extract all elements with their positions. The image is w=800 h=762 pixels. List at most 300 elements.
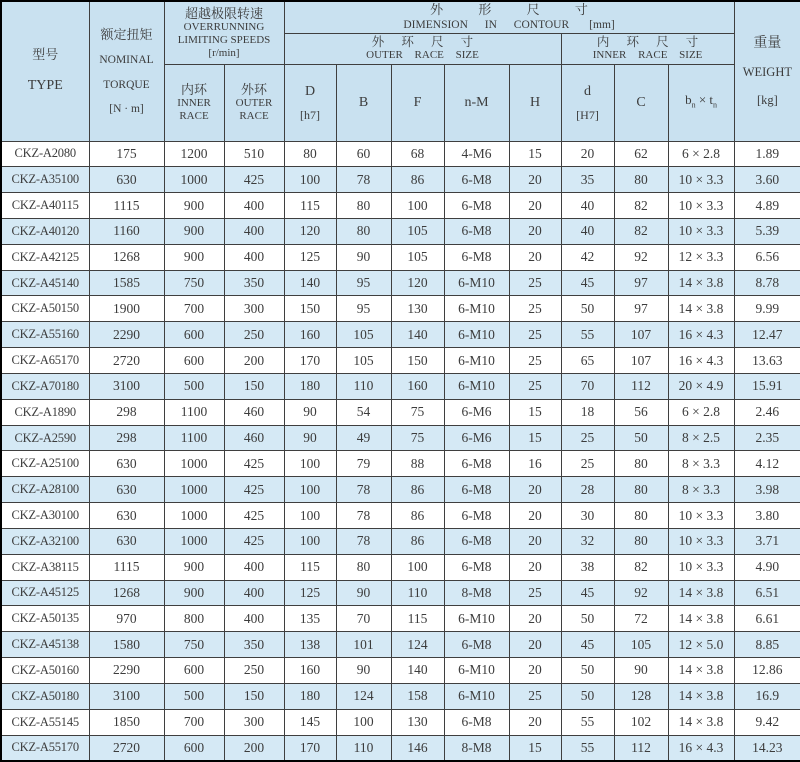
value-cell-weight: 4.12	[734, 451, 800, 477]
model-cell: CKZ-A32100	[1, 528, 89, 554]
value-cell-H: 20	[509, 167, 561, 193]
value-cell-d: 40	[561, 193, 614, 219]
col-header-bxt: $b_n \times t_n$	[668, 64, 734, 141]
value-cell-H: 15	[509, 399, 561, 425]
value-cell-outer_race_speed: 425	[224, 477, 284, 503]
value-cell-inner_race_speed: 700	[164, 296, 224, 322]
value-cell-C: 80	[614, 167, 668, 193]
value-cell-weight: 9.99	[734, 296, 800, 322]
type-label-en: TYPE	[27, 78, 63, 94]
model-cell: CKZ-A40120	[1, 218, 89, 244]
value-cell-B: 95	[336, 270, 391, 296]
value-cell-B: 95	[336, 296, 391, 322]
value-cell-C: 72	[614, 606, 668, 632]
value-cell-d: 28	[561, 477, 614, 503]
value-cell-d: 50	[561, 606, 614, 632]
value-cell-weight: 3.71	[734, 528, 800, 554]
value-cell-inner_race_speed: 600	[164, 658, 224, 684]
value-cell-D: 145	[284, 709, 336, 735]
value-cell-nominal_torque: 3100	[89, 373, 164, 399]
value-cell-nominal_torque: 630	[89, 451, 164, 477]
model-cell: CKZ-A70180	[1, 373, 89, 399]
value-cell-inner_race_speed: 600	[164, 735, 224, 761]
value-cell-B: 80	[336, 218, 391, 244]
value-cell-D: 170	[284, 348, 336, 374]
value-cell-C: 56	[614, 399, 668, 425]
value-cell-H: 20	[509, 218, 561, 244]
value-cell-inner_race_speed: 500	[164, 683, 224, 709]
model-cell: CKZ-A55170	[1, 735, 89, 761]
value-cell-bxt: 8 × 3.3	[668, 451, 734, 477]
value-cell-C: 97	[614, 270, 668, 296]
value-cell-n-M: 6-M10	[444, 658, 509, 684]
value-cell-d: 50	[561, 296, 614, 322]
value-cell-C: 80	[614, 451, 668, 477]
value-cell-F: 150	[391, 348, 444, 374]
value-cell-H: 25	[509, 322, 561, 348]
value-cell-bxt: 16 × 4.3	[668, 735, 734, 761]
value-cell-outer_race_speed: 400	[224, 193, 284, 219]
value-cell-H: 20	[509, 528, 561, 554]
value-cell-H: 25	[509, 580, 561, 606]
value-cell-D: 125	[284, 580, 336, 606]
value-cell-d: 50	[561, 683, 614, 709]
value-cell-n-M: 6-M10	[444, 296, 509, 322]
value-cell-inner_race_speed: 900	[164, 244, 224, 270]
value-cell-n-M: 6-M8	[444, 244, 509, 270]
value-cell-d: 25	[561, 425, 614, 451]
value-cell-F: 140	[391, 658, 444, 684]
value-cell-bxt: 10 × 3.3	[668, 193, 734, 219]
value-cell-C: 107	[614, 322, 668, 348]
value-cell-B: 110	[336, 373, 391, 399]
value-cell-F: 100	[391, 193, 444, 219]
value-cell-outer_race_speed: 150	[224, 683, 284, 709]
value-cell-inner_race_speed: 900	[164, 193, 224, 219]
value-cell-outer_race_speed: 425	[224, 451, 284, 477]
value-cell-outer_race_speed: 425	[224, 528, 284, 554]
value-cell-bxt: 10 × 3.3	[668, 503, 734, 529]
value-cell-inner_race_speed: 1000	[164, 503, 224, 529]
value-cell-bxt: 12 × 3.3	[668, 244, 734, 270]
value-cell-weight: 1.89	[734, 141, 800, 167]
table-row	[1, 425, 800, 451]
model-cell: CKZ-A50180	[1, 683, 89, 709]
value-cell-nominal_torque: 630	[89, 528, 164, 554]
value-cell-inner_race_speed: 600	[164, 322, 224, 348]
value-cell-B: 90	[336, 244, 391, 270]
value-cell-F: 86	[391, 167, 444, 193]
value-cell-n-M: 6-M8	[444, 167, 509, 193]
value-cell-weight: 16.9	[734, 683, 800, 709]
table-row	[1, 580, 800, 606]
value-cell-outer_race_speed: 460	[224, 399, 284, 425]
value-cell-nominal_torque: 1115	[89, 193, 164, 219]
value-cell-n-M: 6-M10	[444, 270, 509, 296]
table-row	[1, 451, 800, 477]
col-header-outer-race-speed: 外环 OUTER RACE	[224, 64, 284, 141]
value-cell-H: 15	[509, 735, 561, 761]
value-cell-F: 75	[391, 399, 444, 425]
value-cell-D: 138	[284, 632, 336, 658]
value-cell-nominal_torque: 298	[89, 399, 164, 425]
value-cell-bxt: 10 × 3.3	[668, 528, 734, 554]
value-cell-bxt: 14 × 3.8	[668, 683, 734, 709]
value-cell-F: 68	[391, 141, 444, 167]
value-cell-C: 90	[614, 658, 668, 684]
value-cell-outer_race_speed: 250	[224, 322, 284, 348]
table-row	[1, 296, 800, 322]
model-cell: CKZ-A65170	[1, 348, 89, 374]
model-cell: CKZ-A35100	[1, 167, 89, 193]
value-cell-nominal_torque: 2290	[89, 658, 164, 684]
value-cell-nominal_torque: 175	[89, 141, 164, 167]
value-cell-C: 82	[614, 193, 668, 219]
value-cell-outer_race_speed: 425	[224, 503, 284, 529]
table-header	[1, 1, 800, 141]
value-cell-d: 38	[561, 554, 614, 580]
model-cell: CKZ-A50150	[1, 296, 89, 322]
value-cell-H: 16	[509, 451, 561, 477]
col-header-type	[1, 1, 89, 141]
value-cell-n-M: 6-M8	[444, 451, 509, 477]
value-cell-C: 82	[614, 218, 668, 244]
value-cell-C: 105	[614, 632, 668, 658]
value-cell-nominal_torque: 630	[89, 503, 164, 529]
value-cell-B: 105	[336, 348, 391, 374]
model-cell: CKZ-A40115	[1, 193, 89, 219]
value-cell-outer_race_speed: 510	[224, 141, 284, 167]
value-cell-C: 107	[614, 348, 668, 374]
value-cell-weight: 6.61	[734, 606, 800, 632]
value-cell-n-M: 6-M8	[444, 477, 509, 503]
col-header-dimension: 外 形 尺 寸 DIMENSION IN CONTOUR [mm]	[284, 1, 734, 33]
value-cell-B: 105	[336, 322, 391, 348]
value-cell-outer_race_speed: 200	[224, 735, 284, 761]
value-cell-inner_race_speed: 750	[164, 632, 224, 658]
value-cell-inner_race_speed: 900	[164, 218, 224, 244]
table-row	[1, 167, 800, 193]
value-cell-d: 70	[561, 373, 614, 399]
value-cell-H: 15	[509, 141, 561, 167]
value-cell-nominal_torque: 3100	[89, 683, 164, 709]
value-cell-outer_race_speed: 150	[224, 373, 284, 399]
value-cell-H: 15	[509, 425, 561, 451]
value-cell-outer_race_speed: 300	[224, 709, 284, 735]
value-cell-n-M: 6-M6	[444, 399, 509, 425]
value-cell-C: 128	[614, 683, 668, 709]
value-cell-B: 80	[336, 554, 391, 580]
value-cell-bxt: 14 × 3.8	[668, 580, 734, 606]
value-cell-d: 32	[561, 528, 614, 554]
value-cell-nominal_torque: 1850	[89, 709, 164, 735]
model-cell: CKZ-A50135	[1, 606, 89, 632]
value-cell-B: 60	[336, 141, 391, 167]
value-cell-F: 105	[391, 244, 444, 270]
value-cell-d: 55	[561, 709, 614, 735]
value-cell-inner_race_speed: 800	[164, 606, 224, 632]
value-cell-H: 20	[509, 193, 561, 219]
value-cell-inner_race_speed: 1000	[164, 167, 224, 193]
value-cell-F: 86	[391, 503, 444, 529]
value-cell-B: 79	[336, 451, 391, 477]
value-cell-D: 100	[284, 503, 336, 529]
value-cell-weight: 9.42	[734, 709, 800, 735]
table-row	[1, 528, 800, 554]
value-cell-n-M: 6-M10	[444, 373, 509, 399]
table-row	[1, 218, 800, 244]
model-cell: CKZ-A1890	[1, 399, 89, 425]
value-cell-weight: 2.46	[734, 399, 800, 425]
value-cell-nominal_torque: 1268	[89, 244, 164, 270]
value-cell-nominal_torque: 1900	[89, 296, 164, 322]
value-cell-n-M: 4-M6	[444, 141, 509, 167]
value-cell-bxt: 10 × 3.3	[668, 554, 734, 580]
table-body	[1, 141, 800, 761]
value-cell-n-M: 6-M8	[444, 503, 509, 529]
value-cell-B: 90	[336, 580, 391, 606]
value-cell-n-M: 8-M8	[444, 580, 509, 606]
value-cell-H: 25	[509, 373, 561, 399]
value-cell-F: 124	[391, 632, 444, 658]
model-cell: CKZ-A50160	[1, 658, 89, 684]
value-cell-weight: 5.39	[734, 218, 800, 244]
value-cell-weight: 3.98	[734, 477, 800, 503]
value-cell-nominal_torque: 1585	[89, 270, 164, 296]
value-cell-C: 112	[614, 735, 668, 761]
value-cell-d: 18	[561, 399, 614, 425]
value-cell-n-M: 6-M6	[444, 425, 509, 451]
model-cell: CKZ-A38115	[1, 554, 89, 580]
value-cell-weight: 8.78	[734, 270, 800, 296]
value-cell-bxt: 8 × 2.5	[668, 425, 734, 451]
value-cell-outer_race_speed: 250	[224, 658, 284, 684]
value-cell-d: 35	[561, 167, 614, 193]
value-cell-inner_race_speed: 1000	[164, 528, 224, 554]
value-cell-D: 160	[284, 322, 336, 348]
value-cell-outer_race_speed: 400	[224, 244, 284, 270]
value-cell-H: 25	[509, 683, 561, 709]
value-cell-D: 180	[284, 373, 336, 399]
value-cell-C: 82	[614, 554, 668, 580]
value-cell-d: 45	[561, 632, 614, 658]
value-cell-n-M: 6-M8	[444, 709, 509, 735]
model-cell: CKZ-A28100	[1, 477, 89, 503]
col-header-outer-race-size: 外 环 尺 寸 OUTER RACE SIZE	[284, 33, 561, 64]
table-row	[1, 348, 800, 374]
value-cell-d: 45	[561, 580, 614, 606]
value-cell-H: 20	[509, 709, 561, 735]
value-cell-n-M: 6-M8	[444, 554, 509, 580]
value-cell-outer_race_speed: 400	[224, 554, 284, 580]
table-row	[1, 735, 800, 761]
col-header-inner-race-speed: 内环 INNER RACE	[164, 64, 224, 141]
value-cell-B: 78	[336, 167, 391, 193]
table-row	[1, 270, 800, 296]
value-cell-inner_race_speed: 600	[164, 348, 224, 374]
value-cell-inner_race_speed: 1100	[164, 399, 224, 425]
value-cell-F: 146	[391, 735, 444, 761]
value-cell-D: 180	[284, 683, 336, 709]
value-cell-d: 30	[561, 503, 614, 529]
value-cell-bxt: 6 × 2.8	[668, 399, 734, 425]
table-row	[1, 244, 800, 270]
table-row	[1, 683, 800, 709]
value-cell-outer_race_speed: 460	[224, 425, 284, 451]
model-cell: CKZ-A45140	[1, 270, 89, 296]
value-cell-D: 100	[284, 528, 336, 554]
value-cell-nominal_torque: 298	[89, 425, 164, 451]
value-cell-D: 150	[284, 296, 336, 322]
col-header-F: F	[391, 64, 444, 141]
value-cell-B: 124	[336, 683, 391, 709]
table-row	[1, 606, 800, 632]
value-cell-H: 20	[509, 503, 561, 529]
value-cell-inner_race_speed: 1100	[164, 425, 224, 451]
value-cell-n-M: 6-M10	[444, 348, 509, 374]
value-cell-d: 20	[561, 141, 614, 167]
value-cell-F: 130	[391, 709, 444, 735]
model-cell: CKZ-A55145	[1, 709, 89, 735]
value-cell-B: 78	[336, 503, 391, 529]
value-cell-H: 20	[509, 632, 561, 658]
col-header-D: D [h7]	[284, 64, 336, 141]
model-cell: CKZ-A42125	[1, 244, 89, 270]
value-cell-inner_race_speed: 500	[164, 373, 224, 399]
value-cell-n-M: 6-M10	[444, 606, 509, 632]
value-cell-H: 25	[509, 270, 561, 296]
value-cell-H: 25	[509, 296, 561, 322]
value-cell-nominal_torque: 970	[89, 606, 164, 632]
value-cell-B: 80	[336, 193, 391, 219]
value-cell-D: 120	[284, 218, 336, 244]
value-cell-weight: 4.89	[734, 193, 800, 219]
value-cell-H: 20	[509, 658, 561, 684]
value-cell-bxt: 6 × 2.8	[668, 141, 734, 167]
model-cell: CKZ-A25100	[1, 451, 89, 477]
table-row	[1, 554, 800, 580]
value-cell-d: 55	[561, 735, 614, 761]
value-cell-D: 115	[284, 554, 336, 580]
value-cell-F: 100	[391, 554, 444, 580]
value-cell-C: 102	[614, 709, 668, 735]
value-cell-D: 115	[284, 193, 336, 219]
value-cell-C: 97	[614, 296, 668, 322]
value-cell-nominal_torque: 1115	[89, 554, 164, 580]
value-cell-bxt: 14 × 3.8	[668, 658, 734, 684]
table-row	[1, 477, 800, 503]
value-cell-B: 100	[336, 709, 391, 735]
table-row	[1, 658, 800, 684]
value-cell-bxt: 14 × 3.8	[668, 296, 734, 322]
model-cell: CKZ-A30100	[1, 503, 89, 529]
value-cell-nominal_torque: 2720	[89, 735, 164, 761]
value-cell-n-M: 6-M8	[444, 193, 509, 219]
value-cell-D: 80	[284, 141, 336, 167]
value-cell-weight: 12.86	[734, 658, 800, 684]
value-cell-B: 49	[336, 425, 391, 451]
value-cell-F: 158	[391, 683, 444, 709]
value-cell-F: 75	[391, 425, 444, 451]
value-cell-weight: 8.85	[734, 632, 800, 658]
value-cell-C: 92	[614, 244, 668, 270]
value-cell-C: 80	[614, 503, 668, 529]
value-cell-inner_race_speed: 750	[164, 270, 224, 296]
value-cell-inner_race_speed: 1200	[164, 141, 224, 167]
value-cell-bxt: 14 × 3.8	[668, 270, 734, 296]
value-cell-d: 55	[561, 322, 614, 348]
type-label-zh: 型号	[32, 47, 59, 63]
value-cell-D: 140	[284, 270, 336, 296]
value-cell-C: 62	[614, 141, 668, 167]
value-cell-F: 140	[391, 322, 444, 348]
value-cell-C: 80	[614, 528, 668, 554]
value-cell-C: 50	[614, 425, 668, 451]
value-cell-outer_race_speed: 300	[224, 296, 284, 322]
value-cell-B: 101	[336, 632, 391, 658]
value-cell-weight: 6.51	[734, 580, 800, 606]
value-cell-outer_race_speed: 425	[224, 167, 284, 193]
value-cell-outer_race_speed: 350	[224, 632, 284, 658]
value-cell-outer_race_speed: 350	[224, 270, 284, 296]
value-cell-bxt: 14 × 3.8	[668, 606, 734, 632]
model-cell: CKZ-A2080	[1, 141, 89, 167]
value-cell-bxt: 16 × 4.3	[668, 322, 734, 348]
value-cell-weight: 2.35	[734, 425, 800, 451]
value-cell-n-M: 6-M8	[444, 632, 509, 658]
value-cell-F: 120	[391, 270, 444, 296]
value-cell-C: 92	[614, 580, 668, 606]
value-cell-H: 20	[509, 606, 561, 632]
value-cell-D: 170	[284, 735, 336, 761]
col-header-inner-race-size: 内 环 尺 寸 INNER RACE SIZE	[561, 33, 734, 64]
table-row	[1, 709, 800, 735]
table-row	[1, 193, 800, 219]
col-header-overrunning-speeds: 超越极限转速 OVERRUNNING LIMITING SPEEDS [r/min]	[164, 1, 284, 64]
col-header-weight: 重量 WEIGHT [kg]	[734, 1, 800, 141]
value-cell-nominal_torque: 630	[89, 167, 164, 193]
value-cell-F: 86	[391, 528, 444, 554]
value-cell-B: 78	[336, 528, 391, 554]
value-cell-nominal_torque: 630	[89, 477, 164, 503]
value-cell-B: 110	[336, 735, 391, 761]
value-cell-H: 25	[509, 348, 561, 374]
value-cell-inner_race_speed: 1000	[164, 477, 224, 503]
table-row	[1, 373, 800, 399]
value-cell-B: 90	[336, 658, 391, 684]
value-cell-nominal_torque: 1160	[89, 218, 164, 244]
value-cell-weight: 4.90	[734, 554, 800, 580]
model-cell: CKZ-A2590	[1, 425, 89, 451]
value-cell-B: 70	[336, 606, 391, 632]
value-cell-F: 130	[391, 296, 444, 322]
value-cell-inner_race_speed: 1000	[164, 451, 224, 477]
model-cell: CKZ-A45138	[1, 632, 89, 658]
value-cell-weight: 3.80	[734, 503, 800, 529]
value-cell-H: 20	[509, 554, 561, 580]
value-cell-outer_race_speed: 400	[224, 606, 284, 632]
value-cell-D: 135	[284, 606, 336, 632]
value-cell-D: 90	[284, 425, 336, 451]
value-cell-bxt: 16 × 4.3	[668, 348, 734, 374]
value-cell-D: 100	[284, 451, 336, 477]
value-cell-n-M: 6-M8	[444, 528, 509, 554]
value-cell-bxt: 8 × 3.3	[668, 477, 734, 503]
col-header-nominal-torque: 额定扭矩 NOMINAL TORQUE [N · m]	[89, 1, 164, 141]
value-cell-nominal_torque: 2290	[89, 322, 164, 348]
col-header-B: B	[336, 64, 391, 141]
value-cell-F: 105	[391, 218, 444, 244]
